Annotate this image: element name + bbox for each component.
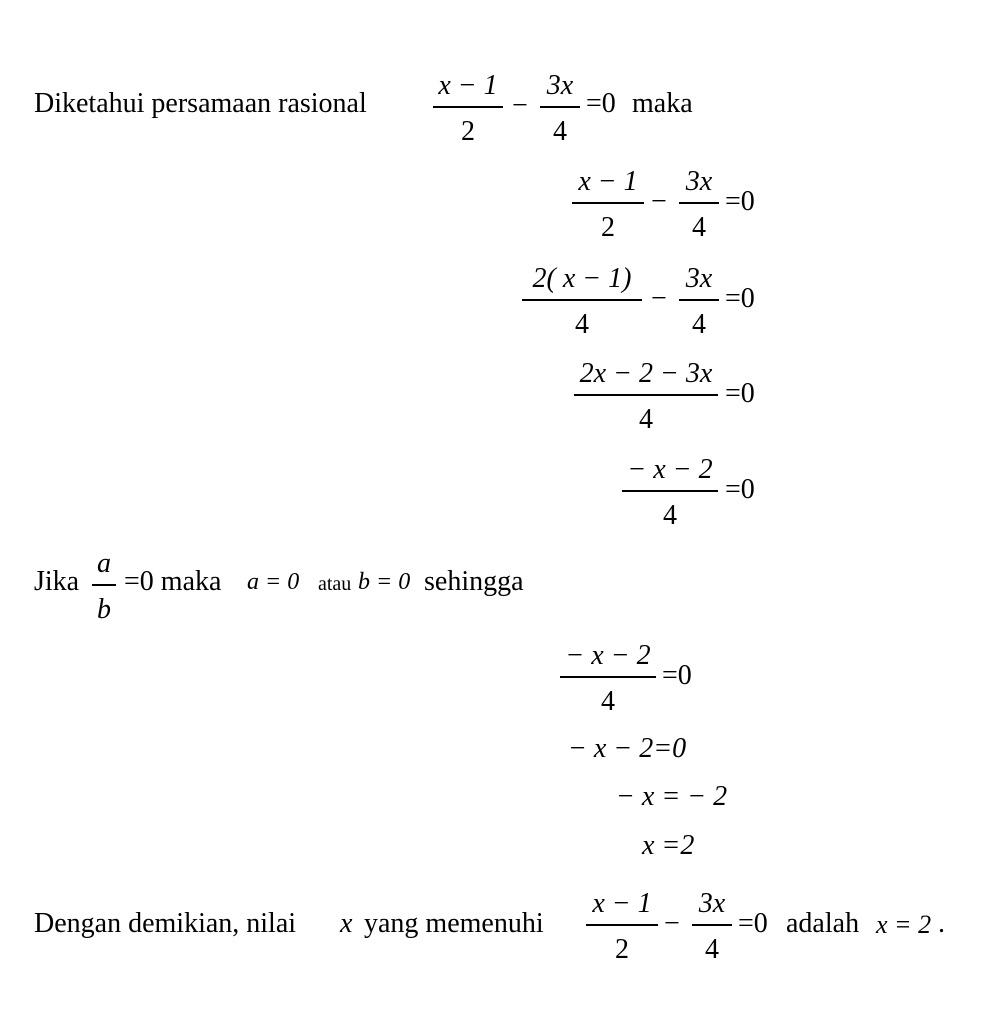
fraction-bar: [92, 584, 116, 586]
step2-minus: −: [651, 283, 667, 314]
fraction-bar: [679, 202, 719, 204]
fraction-bar: [433, 106, 503, 108]
intro-fraction-1: [433, 72, 503, 146]
fraction-denominator: 4: [663, 500, 677, 531]
fraction-denominator: b: [97, 594, 111, 625]
intro-suffix: maka: [632, 88, 693, 119]
fraction-numerator: 3x: [546, 70, 574, 101]
fraction-denominator: 2: [601, 212, 615, 243]
step2-fraction-1: [522, 265, 642, 339]
fraction-numerator: 3x: [685, 263, 713, 294]
step3-fraction: [574, 360, 718, 434]
conclusion-middle: yang memenuhi: [364, 908, 544, 939]
conclusion-eq: =0: [738, 908, 768, 939]
conclusion-period: .: [938, 908, 945, 939]
fraction-bar: [522, 299, 642, 301]
fraction-bar: [540, 106, 580, 108]
intro-minus: −: [512, 90, 528, 121]
fraction-numerator: − x − 2: [627, 454, 713, 485]
conclusion-minus: −: [664, 908, 680, 939]
fraction-numerator: x − 1: [592, 888, 652, 919]
rule-a-eq: a = 0: [247, 569, 300, 595]
solve-fraction: [560, 642, 656, 716]
fraction-numerator: x − 1: [578, 166, 638, 197]
rule-prefix: Jika: [34, 566, 80, 597]
fraction-bar: [572, 202, 644, 204]
step1-minus: −: [651, 186, 667, 217]
intro-prefix: Diketahui persamaan rasional: [34, 88, 367, 119]
fraction-numerator: 3x: [698, 888, 726, 919]
step1-fraction-2: [679, 168, 719, 242]
step2-eq: =0: [725, 283, 755, 314]
conclusion-answer: x = 2: [876, 910, 932, 939]
fraction-denominator: 2: [615, 934, 629, 965]
conclusion-adalah: adalah: [786, 908, 860, 939]
fraction-numerator: 2x − 2 − 3x: [579, 358, 713, 389]
fraction-numerator: 2( x − 1): [532, 263, 632, 294]
rule-atau: atau: [318, 573, 352, 595]
conclusion-fraction-1: [586, 890, 658, 964]
fraction-denominator: 4: [553, 116, 567, 147]
fraction-numerator: a: [97, 548, 111, 579]
fraction-denominator: 4: [692, 309, 706, 340]
fraction-denominator: 4: [601, 686, 615, 717]
conclusion-prefix: Dengan demikian, nilai: [34, 908, 297, 939]
rule-fraction: [92, 550, 116, 624]
fraction-bar: [586, 924, 658, 926]
intro-eq: =0: [586, 88, 616, 119]
conclusion-var: x: [340, 908, 353, 939]
fraction-denominator: 4: [639, 404, 653, 435]
step2-fraction-2: [679, 265, 719, 339]
fraction-numerator: x − 1: [438, 70, 498, 101]
rule-suffix: sehingga: [424, 566, 524, 597]
step4-fraction: [622, 456, 718, 530]
fraction-denominator: 4: [575, 309, 589, 340]
fraction-bar: [574, 394, 718, 396]
solve-line1-eq: =0: [662, 660, 692, 691]
intro-fraction-2: [540, 72, 580, 146]
conclusion-fraction-2: [692, 890, 732, 964]
fraction-bar: [692, 924, 732, 926]
fraction-denominator: 4: [705, 934, 719, 965]
solve-line3: − x = − 2: [616, 781, 728, 812]
step1-fraction-1: [572, 168, 644, 242]
fraction-denominator: 4: [692, 212, 706, 243]
fraction-numerator: 3x: [685, 166, 713, 197]
rule-b-eq: b = 0: [358, 569, 411, 595]
fraction-bar: [679, 299, 719, 301]
fraction-bar: [622, 490, 718, 492]
fraction-denominator: 2: [461, 116, 475, 147]
intro-line: [34, 90, 367, 118]
solve-line4: x =2: [642, 830, 695, 861]
rule-eq-maka: =0 maka: [124, 566, 222, 597]
step4-eq: =0: [725, 474, 755, 505]
solve-line2: − x − 2=0: [568, 733, 687, 764]
step1-eq: =0: [725, 186, 755, 217]
fraction-numerator: − x − 2: [565, 640, 651, 671]
fraction-bar: [560, 676, 656, 678]
step3-eq: =0: [725, 378, 755, 409]
